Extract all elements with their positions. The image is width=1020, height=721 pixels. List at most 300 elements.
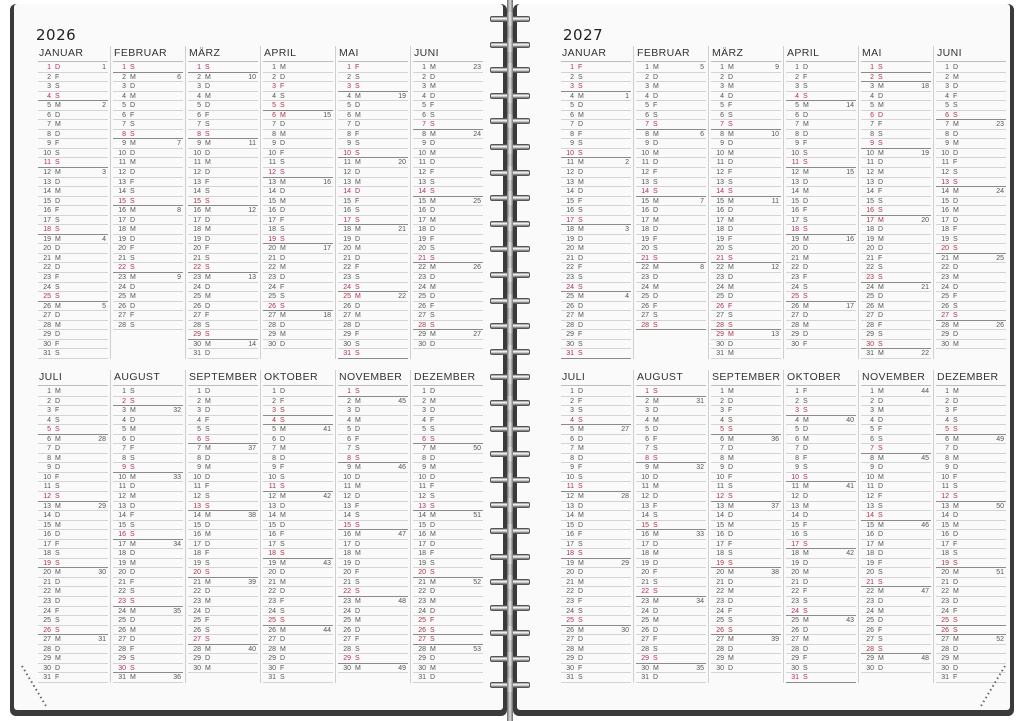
day-row[interactable] bbox=[711, 235, 781, 245]
day-row[interactable] bbox=[263, 263, 333, 273]
day-row[interactable] bbox=[936, 92, 1006, 102]
day-row[interactable] bbox=[113, 120, 183, 130]
day-row[interactable] bbox=[188, 387, 258, 397]
day-row[interactable] bbox=[786, 139, 856, 149]
day-row[interactable] bbox=[338, 340, 408, 350]
day-row[interactable] bbox=[561, 340, 631, 350]
day-row[interactable] bbox=[786, 616, 856, 626]
day-row[interactable] bbox=[711, 206, 781, 216]
day-row[interactable] bbox=[338, 82, 408, 92]
day-row[interactable] bbox=[263, 502, 333, 512]
day-row[interactable] bbox=[636, 463, 706, 473]
day-row[interactable] bbox=[636, 235, 706, 245]
day-row[interactable] bbox=[413, 521, 483, 531]
day-row[interactable] bbox=[38, 654, 108, 664]
day-row[interactable] bbox=[38, 473, 108, 483]
day-row[interactable] bbox=[263, 235, 333, 245]
day-row[interactable] bbox=[786, 244, 856, 254]
day-row[interactable] bbox=[711, 635, 781, 645]
day-row[interactable] bbox=[113, 616, 183, 626]
day-row[interactable] bbox=[188, 321, 258, 331]
day-row[interactable] bbox=[188, 263, 258, 273]
day-row[interactable] bbox=[413, 502, 483, 512]
day-row[interactable] bbox=[188, 492, 258, 502]
day-row[interactable] bbox=[38, 82, 108, 92]
day-row[interactable] bbox=[561, 530, 631, 540]
day-row[interactable] bbox=[711, 349, 781, 359]
day-row[interactable] bbox=[636, 521, 706, 531]
day-row[interactable] bbox=[338, 540, 408, 550]
day-row[interactable] bbox=[113, 406, 183, 416]
day-row[interactable] bbox=[38, 568, 108, 578]
day-row[interactable] bbox=[113, 292, 183, 302]
day-row[interactable] bbox=[561, 178, 631, 188]
day-row[interactable] bbox=[38, 225, 108, 235]
day-row[interactable] bbox=[113, 82, 183, 92]
day-row[interactable] bbox=[413, 120, 483, 130]
day-row[interactable] bbox=[786, 292, 856, 302]
day-row[interactable] bbox=[786, 187, 856, 197]
day-row[interactable] bbox=[936, 540, 1006, 550]
day-row[interactable] bbox=[711, 435, 781, 445]
day-row[interactable] bbox=[113, 559, 183, 569]
day-row[interactable] bbox=[338, 178, 408, 188]
day-row[interactable] bbox=[263, 664, 333, 674]
day-row[interactable] bbox=[711, 311, 781, 321]
day-row[interactable] bbox=[338, 92, 408, 102]
day-row[interactable] bbox=[936, 597, 1006, 607]
day-row[interactable] bbox=[786, 92, 856, 102]
day-row[interactable] bbox=[338, 597, 408, 607]
day-row[interactable] bbox=[188, 330, 258, 340]
day-row[interactable] bbox=[636, 454, 706, 464]
day-row[interactable] bbox=[38, 111, 108, 121]
day-row[interactable] bbox=[861, 406, 931, 416]
day-row[interactable] bbox=[786, 645, 856, 655]
day-row[interactable] bbox=[263, 187, 333, 197]
day-row[interactable] bbox=[636, 587, 706, 597]
day-row[interactable] bbox=[188, 149, 258, 159]
day-row[interactable] bbox=[636, 244, 706, 254]
day-row[interactable] bbox=[188, 626, 258, 636]
day-row[interactable] bbox=[338, 587, 408, 597]
day-row[interactable] bbox=[113, 463, 183, 473]
day-row[interactable] bbox=[263, 158, 333, 168]
day-row[interactable] bbox=[636, 292, 706, 302]
day-row[interactable] bbox=[263, 530, 333, 540]
day-row[interactable] bbox=[188, 178, 258, 188]
day-row[interactable] bbox=[711, 63, 781, 73]
day-row[interactable] bbox=[861, 425, 931, 435]
day-row[interactable] bbox=[338, 330, 408, 340]
day-row[interactable] bbox=[636, 111, 706, 121]
day-row[interactable] bbox=[861, 235, 931, 245]
day-row[interactable] bbox=[338, 73, 408, 83]
day-row[interactable] bbox=[113, 149, 183, 159]
day-row[interactable] bbox=[561, 82, 631, 92]
day-row[interactable] bbox=[413, 444, 483, 454]
day-row[interactable] bbox=[188, 273, 258, 283]
day-row[interactable] bbox=[711, 283, 781, 293]
day-row[interactable] bbox=[188, 521, 258, 531]
day-row[interactable] bbox=[413, 130, 483, 140]
day-row[interactable] bbox=[861, 292, 931, 302]
day-row[interactable] bbox=[936, 187, 1006, 197]
day-row[interactable] bbox=[263, 206, 333, 216]
day-row[interactable] bbox=[561, 664, 631, 674]
day-row[interactable] bbox=[413, 626, 483, 636]
day-row[interactable] bbox=[113, 454, 183, 464]
day-row[interactable] bbox=[113, 530, 183, 540]
day-row[interactable] bbox=[711, 244, 781, 254]
day-row[interactable] bbox=[263, 387, 333, 397]
day-row[interactable] bbox=[188, 311, 258, 321]
day-row[interactable] bbox=[636, 197, 706, 207]
day-row[interactable] bbox=[636, 626, 706, 636]
day-row[interactable] bbox=[263, 273, 333, 283]
day-row[interactable] bbox=[786, 63, 856, 73]
day-row[interactable] bbox=[786, 206, 856, 216]
day-row[interactable] bbox=[711, 225, 781, 235]
day-row[interactable] bbox=[636, 502, 706, 512]
day-row[interactable] bbox=[113, 473, 183, 483]
day-row[interactable] bbox=[936, 158, 1006, 168]
day-row[interactable] bbox=[711, 263, 781, 273]
day-row[interactable] bbox=[113, 178, 183, 188]
day-row[interactable] bbox=[561, 549, 631, 559]
day-row[interactable] bbox=[636, 302, 706, 312]
day-row[interactable] bbox=[338, 645, 408, 655]
day-row[interactable] bbox=[561, 235, 631, 245]
day-row[interactable] bbox=[636, 120, 706, 130]
day-row[interactable] bbox=[636, 178, 706, 188]
day-row[interactable] bbox=[561, 149, 631, 159]
day-row[interactable] bbox=[188, 635, 258, 645]
day-row[interactable] bbox=[786, 521, 856, 531]
day-row[interactable] bbox=[113, 216, 183, 226]
day-row[interactable] bbox=[113, 302, 183, 312]
day-row[interactable] bbox=[413, 597, 483, 607]
day-row[interactable] bbox=[861, 168, 931, 178]
day-row[interactable] bbox=[861, 263, 931, 273]
day-row[interactable] bbox=[561, 444, 631, 454]
day-row[interactable] bbox=[188, 406, 258, 416]
day-row[interactable] bbox=[188, 482, 258, 492]
day-row[interactable] bbox=[413, 178, 483, 188]
day-row[interactable] bbox=[936, 425, 1006, 435]
day-row[interactable] bbox=[413, 225, 483, 235]
day-row[interactable] bbox=[561, 168, 631, 178]
day-row[interactable] bbox=[561, 311, 631, 321]
day-row[interactable] bbox=[786, 73, 856, 83]
day-row[interactable] bbox=[338, 283, 408, 293]
day-row[interactable] bbox=[113, 444, 183, 454]
day-row[interactable] bbox=[413, 244, 483, 254]
day-row[interactable] bbox=[113, 63, 183, 73]
day-row[interactable] bbox=[636, 645, 706, 655]
day-row[interactable] bbox=[861, 521, 931, 531]
day-row[interactable] bbox=[936, 340, 1006, 350]
day-row[interactable] bbox=[188, 216, 258, 226]
day-row[interactable] bbox=[636, 187, 706, 197]
day-row[interactable] bbox=[113, 187, 183, 197]
day-row[interactable] bbox=[113, 254, 183, 264]
day-row[interactable] bbox=[338, 435, 408, 445]
day-row[interactable] bbox=[936, 225, 1006, 235]
day-row[interactable] bbox=[113, 158, 183, 168]
day-row[interactable] bbox=[786, 559, 856, 569]
day-row[interactable] bbox=[338, 473, 408, 483]
day-row[interactable] bbox=[188, 197, 258, 207]
day-row[interactable] bbox=[263, 63, 333, 73]
day-row[interactable] bbox=[113, 273, 183, 283]
day-row[interactable] bbox=[936, 330, 1006, 340]
day-row[interactable] bbox=[38, 416, 108, 426]
day-row[interactable] bbox=[936, 206, 1006, 216]
day-row[interactable] bbox=[861, 92, 931, 102]
day-row[interactable] bbox=[786, 168, 856, 178]
day-row[interactable] bbox=[861, 492, 931, 502]
day-row[interactable] bbox=[861, 559, 931, 569]
day-row[interactable] bbox=[636, 511, 706, 521]
day-row[interactable] bbox=[188, 397, 258, 407]
day-row[interactable] bbox=[263, 302, 333, 312]
day-row[interactable] bbox=[711, 607, 781, 617]
day-row[interactable] bbox=[561, 540, 631, 550]
day-row[interactable] bbox=[113, 225, 183, 235]
day-row[interactable] bbox=[936, 168, 1006, 178]
day-row[interactable] bbox=[38, 158, 108, 168]
day-row[interactable] bbox=[413, 283, 483, 293]
day-row[interactable] bbox=[636, 559, 706, 569]
day-row[interactable] bbox=[561, 654, 631, 664]
day-row[interactable] bbox=[786, 473, 856, 483]
day-row[interactable] bbox=[38, 578, 108, 588]
day-row[interactable] bbox=[338, 139, 408, 149]
day-row[interactable] bbox=[786, 330, 856, 340]
day-row[interactable] bbox=[38, 139, 108, 149]
day-row[interactable] bbox=[786, 101, 856, 111]
day-row[interactable] bbox=[413, 673, 483, 683]
day-row[interactable] bbox=[413, 330, 483, 340]
day-row[interactable] bbox=[786, 607, 856, 617]
day-row[interactable] bbox=[711, 502, 781, 512]
day-row[interactable] bbox=[711, 578, 781, 588]
day-row[interactable] bbox=[561, 63, 631, 73]
day-row[interactable] bbox=[711, 530, 781, 540]
day-row[interactable] bbox=[38, 397, 108, 407]
day-row[interactable] bbox=[338, 254, 408, 264]
day-row[interactable] bbox=[636, 416, 706, 426]
day-row[interactable] bbox=[786, 568, 856, 578]
day-row[interactable] bbox=[861, 111, 931, 121]
day-row[interactable] bbox=[113, 387, 183, 397]
day-row[interactable] bbox=[636, 225, 706, 235]
day-row[interactable] bbox=[861, 435, 931, 445]
day-row[interactable] bbox=[636, 254, 706, 264]
day-row[interactable] bbox=[936, 120, 1006, 130]
day-row[interactable] bbox=[413, 168, 483, 178]
day-row[interactable] bbox=[711, 292, 781, 302]
day-row[interactable] bbox=[263, 587, 333, 597]
day-row[interactable] bbox=[413, 187, 483, 197]
day-row[interactable] bbox=[338, 130, 408, 140]
day-row[interactable] bbox=[113, 673, 183, 683]
day-row[interactable] bbox=[861, 197, 931, 207]
day-row[interactable] bbox=[413, 416, 483, 426]
day-row[interactable] bbox=[861, 149, 931, 159]
day-row[interactable] bbox=[338, 187, 408, 197]
day-row[interactable] bbox=[561, 435, 631, 445]
day-row[interactable] bbox=[561, 111, 631, 121]
day-row[interactable] bbox=[861, 321, 931, 331]
day-row[interactable] bbox=[38, 521, 108, 531]
day-row[interactable] bbox=[188, 92, 258, 102]
day-row[interactable] bbox=[413, 311, 483, 321]
day-row[interactable] bbox=[711, 587, 781, 597]
day-row[interactable] bbox=[561, 616, 631, 626]
day-row[interactable] bbox=[413, 587, 483, 597]
day-row[interactable] bbox=[338, 302, 408, 312]
day-row[interactable] bbox=[711, 482, 781, 492]
day-row[interactable] bbox=[338, 607, 408, 617]
day-row[interactable] bbox=[711, 92, 781, 102]
day-row[interactable] bbox=[636, 82, 706, 92]
day-row[interactable] bbox=[711, 178, 781, 188]
day-row[interactable] bbox=[338, 482, 408, 492]
day-row[interactable] bbox=[561, 473, 631, 483]
day-row[interactable] bbox=[38, 540, 108, 550]
day-row[interactable] bbox=[113, 73, 183, 83]
day-row[interactable] bbox=[561, 349, 631, 359]
day-row[interactable] bbox=[786, 302, 856, 312]
day-row[interactable] bbox=[338, 502, 408, 512]
day-row[interactable] bbox=[861, 597, 931, 607]
day-row[interactable] bbox=[936, 492, 1006, 502]
day-row[interactable] bbox=[113, 168, 183, 178]
day-row[interactable] bbox=[711, 397, 781, 407]
day-row[interactable] bbox=[786, 530, 856, 540]
day-row[interactable] bbox=[338, 521, 408, 531]
day-row[interactable] bbox=[113, 206, 183, 216]
day-row[interactable] bbox=[413, 387, 483, 397]
day-row[interactable] bbox=[861, 616, 931, 626]
day-row[interactable] bbox=[936, 559, 1006, 569]
day-row[interactable] bbox=[113, 235, 183, 245]
day-row[interactable] bbox=[263, 321, 333, 331]
day-row[interactable] bbox=[263, 435, 333, 445]
day-row[interactable] bbox=[561, 416, 631, 426]
day-row[interactable] bbox=[188, 206, 258, 216]
day-row[interactable] bbox=[561, 273, 631, 283]
day-row[interactable] bbox=[413, 73, 483, 83]
day-row[interactable] bbox=[38, 340, 108, 350]
day-row[interactable] bbox=[263, 559, 333, 569]
day-row[interactable] bbox=[263, 511, 333, 521]
day-row[interactable] bbox=[636, 473, 706, 483]
day-row[interactable] bbox=[936, 626, 1006, 636]
day-row[interactable] bbox=[561, 635, 631, 645]
day-row[interactable] bbox=[636, 168, 706, 178]
day-row[interactable] bbox=[263, 425, 333, 435]
day-row[interactable] bbox=[786, 587, 856, 597]
day-row[interactable] bbox=[38, 254, 108, 264]
day-row[interactable] bbox=[861, 302, 931, 312]
day-row[interactable] bbox=[861, 482, 931, 492]
day-row[interactable] bbox=[636, 444, 706, 454]
day-row[interactable] bbox=[263, 254, 333, 264]
day-row[interactable] bbox=[861, 511, 931, 521]
day-row[interactable] bbox=[636, 130, 706, 140]
day-row[interactable] bbox=[561, 321, 631, 331]
day-row[interactable] bbox=[113, 654, 183, 664]
day-row[interactable] bbox=[113, 111, 183, 121]
day-row[interactable] bbox=[636, 425, 706, 435]
day-row[interactable] bbox=[263, 549, 333, 559]
day-row[interactable] bbox=[38, 302, 108, 312]
day-row[interactable] bbox=[861, 225, 931, 235]
day-row[interactable] bbox=[936, 130, 1006, 140]
day-row[interactable] bbox=[338, 454, 408, 464]
day-row[interactable] bbox=[861, 130, 931, 140]
day-row[interactable] bbox=[861, 216, 931, 226]
day-row[interactable] bbox=[38, 549, 108, 559]
day-row[interactable] bbox=[413, 149, 483, 159]
day-row[interactable] bbox=[263, 82, 333, 92]
day-row[interactable] bbox=[38, 206, 108, 216]
day-row[interactable] bbox=[188, 416, 258, 426]
day-row[interactable] bbox=[338, 273, 408, 283]
day-row[interactable] bbox=[936, 530, 1006, 540]
day-row[interactable] bbox=[711, 654, 781, 664]
day-row[interactable] bbox=[263, 311, 333, 321]
day-row[interactable] bbox=[861, 101, 931, 111]
day-row[interactable] bbox=[413, 254, 483, 264]
day-row[interactable] bbox=[861, 444, 931, 454]
day-row[interactable] bbox=[636, 530, 706, 540]
day-row[interactable] bbox=[786, 463, 856, 473]
day-row[interactable] bbox=[561, 406, 631, 416]
day-row[interactable] bbox=[113, 482, 183, 492]
day-row[interactable] bbox=[188, 597, 258, 607]
day-row[interactable] bbox=[711, 158, 781, 168]
day-row[interactable] bbox=[38, 626, 108, 636]
day-row[interactable] bbox=[188, 254, 258, 264]
day-row[interactable] bbox=[338, 654, 408, 664]
day-row[interactable] bbox=[113, 540, 183, 550]
day-row[interactable] bbox=[38, 635, 108, 645]
day-row[interactable] bbox=[263, 454, 333, 464]
day-row[interactable] bbox=[936, 654, 1006, 664]
day-row[interactable] bbox=[561, 263, 631, 273]
day-row[interactable] bbox=[561, 187, 631, 197]
day-row[interactable] bbox=[711, 444, 781, 454]
day-row[interactable] bbox=[38, 263, 108, 273]
day-row[interactable] bbox=[786, 235, 856, 245]
day-row[interactable] bbox=[561, 197, 631, 207]
day-row[interactable] bbox=[188, 530, 258, 540]
day-row[interactable] bbox=[861, 664, 931, 674]
day-row[interactable] bbox=[936, 511, 1006, 521]
day-row[interactable] bbox=[188, 73, 258, 83]
day-row[interactable] bbox=[188, 187, 258, 197]
day-row[interactable] bbox=[786, 216, 856, 226]
day-row[interactable] bbox=[338, 416, 408, 426]
day-row[interactable] bbox=[861, 502, 931, 512]
day-row[interactable] bbox=[413, 463, 483, 473]
day-row[interactable] bbox=[636, 216, 706, 226]
day-row[interactable] bbox=[936, 502, 1006, 512]
